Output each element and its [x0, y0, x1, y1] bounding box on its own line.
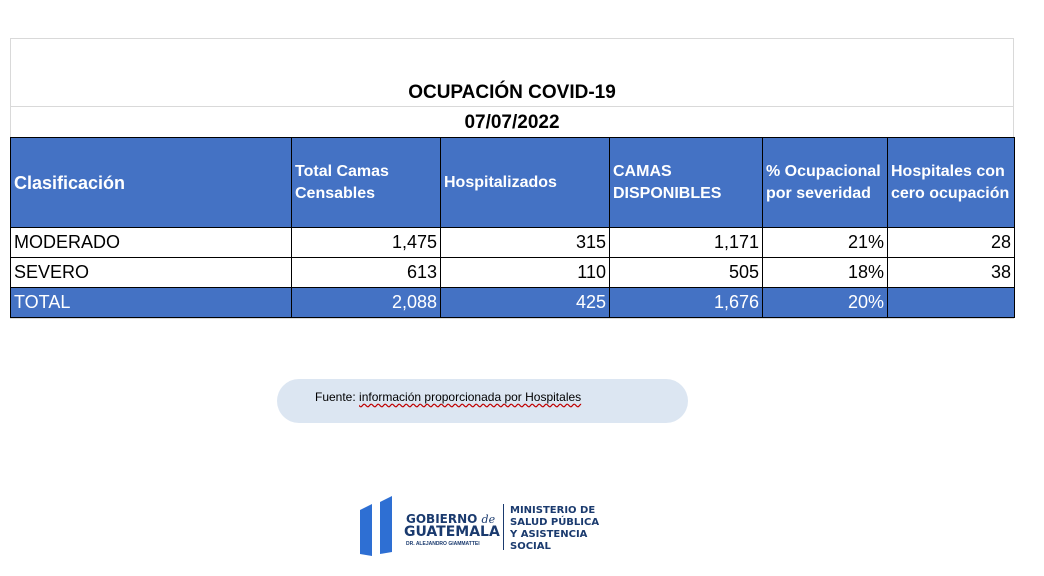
source-description: información proporcionada por Hospitales	[359, 390, 582, 404]
header-total-camas: Total Camas Censables	[292, 138, 441, 228]
total-hospitales-cero	[888, 288, 1015, 318]
report-date: 07/07/2022	[464, 112, 560, 133]
header-clasificacion: Clasificación	[11, 138, 292, 228]
government-logo	[358, 496, 608, 558]
ministry-name: MINISTERIO DE SALUD PÚBLICA Y ASISTENCIA SOCIAL	[510, 505, 600, 552]
cell-ocupacional: 18%	[763, 258, 888, 288]
logo-president-text: DR. ALEJANDRO GIAMMATTEI	[406, 541, 480, 547]
cell-hospitalizados: 315	[441, 228, 610, 258]
cell-total-camas: 1,475	[292, 228, 441, 258]
source-note-text	[315, 390, 581, 404]
occupancy-table	[10, 137, 1015, 318]
total-camas: 2,088	[292, 288, 441, 318]
title-row	[10, 38, 1014, 107]
logo-guatemala-text: GUATEMALA	[404, 524, 500, 540]
header-hospitales-cero: Hospitales con cero ocupación	[888, 138, 1015, 228]
total-label: TOTAL	[11, 288, 292, 318]
cell-disponibles: 1,171	[610, 228, 763, 258]
table-row	[11, 258, 1015, 288]
total-ocupacional: 20%	[763, 288, 888, 318]
cell-hospitales-cero: 28	[888, 228, 1015, 258]
logo-divider	[503, 504, 504, 550]
row-label: SEVERO	[11, 258, 292, 288]
cell-ocupacional: 21%	[763, 228, 888, 258]
cell-total-camas: 613	[292, 258, 441, 288]
source-prefix: Fuente:	[315, 390, 360, 404]
logo-gobierno-text: GOBIERNO de	[406, 512, 496, 526]
table-header-row	[11, 138, 1015, 228]
total-hospitalizados: 425	[441, 288, 610, 318]
table-total-row	[11, 288, 1015, 318]
total-disponibles: 1,676	[610, 288, 763, 318]
header-camas-disponibles: CAMAS DISPONIBLES	[610, 138, 763, 228]
table-row	[11, 228, 1015, 258]
header-hospitalizados: Hospitalizados	[441, 138, 610, 228]
header-ocupacional: % Ocupacional por severidad	[763, 138, 888, 228]
cell-hospitalizados: 110	[441, 258, 610, 288]
report-title: OCUPACIÓN COVID-19	[408, 82, 616, 103]
source-note	[277, 379, 688, 423]
cell-hospitales-cero: 38	[888, 258, 1015, 288]
guatemala-flag-stripes-icon	[358, 496, 398, 558]
cell-disponibles: 505	[610, 258, 763, 288]
row-label: MODERADO	[11, 228, 292, 258]
